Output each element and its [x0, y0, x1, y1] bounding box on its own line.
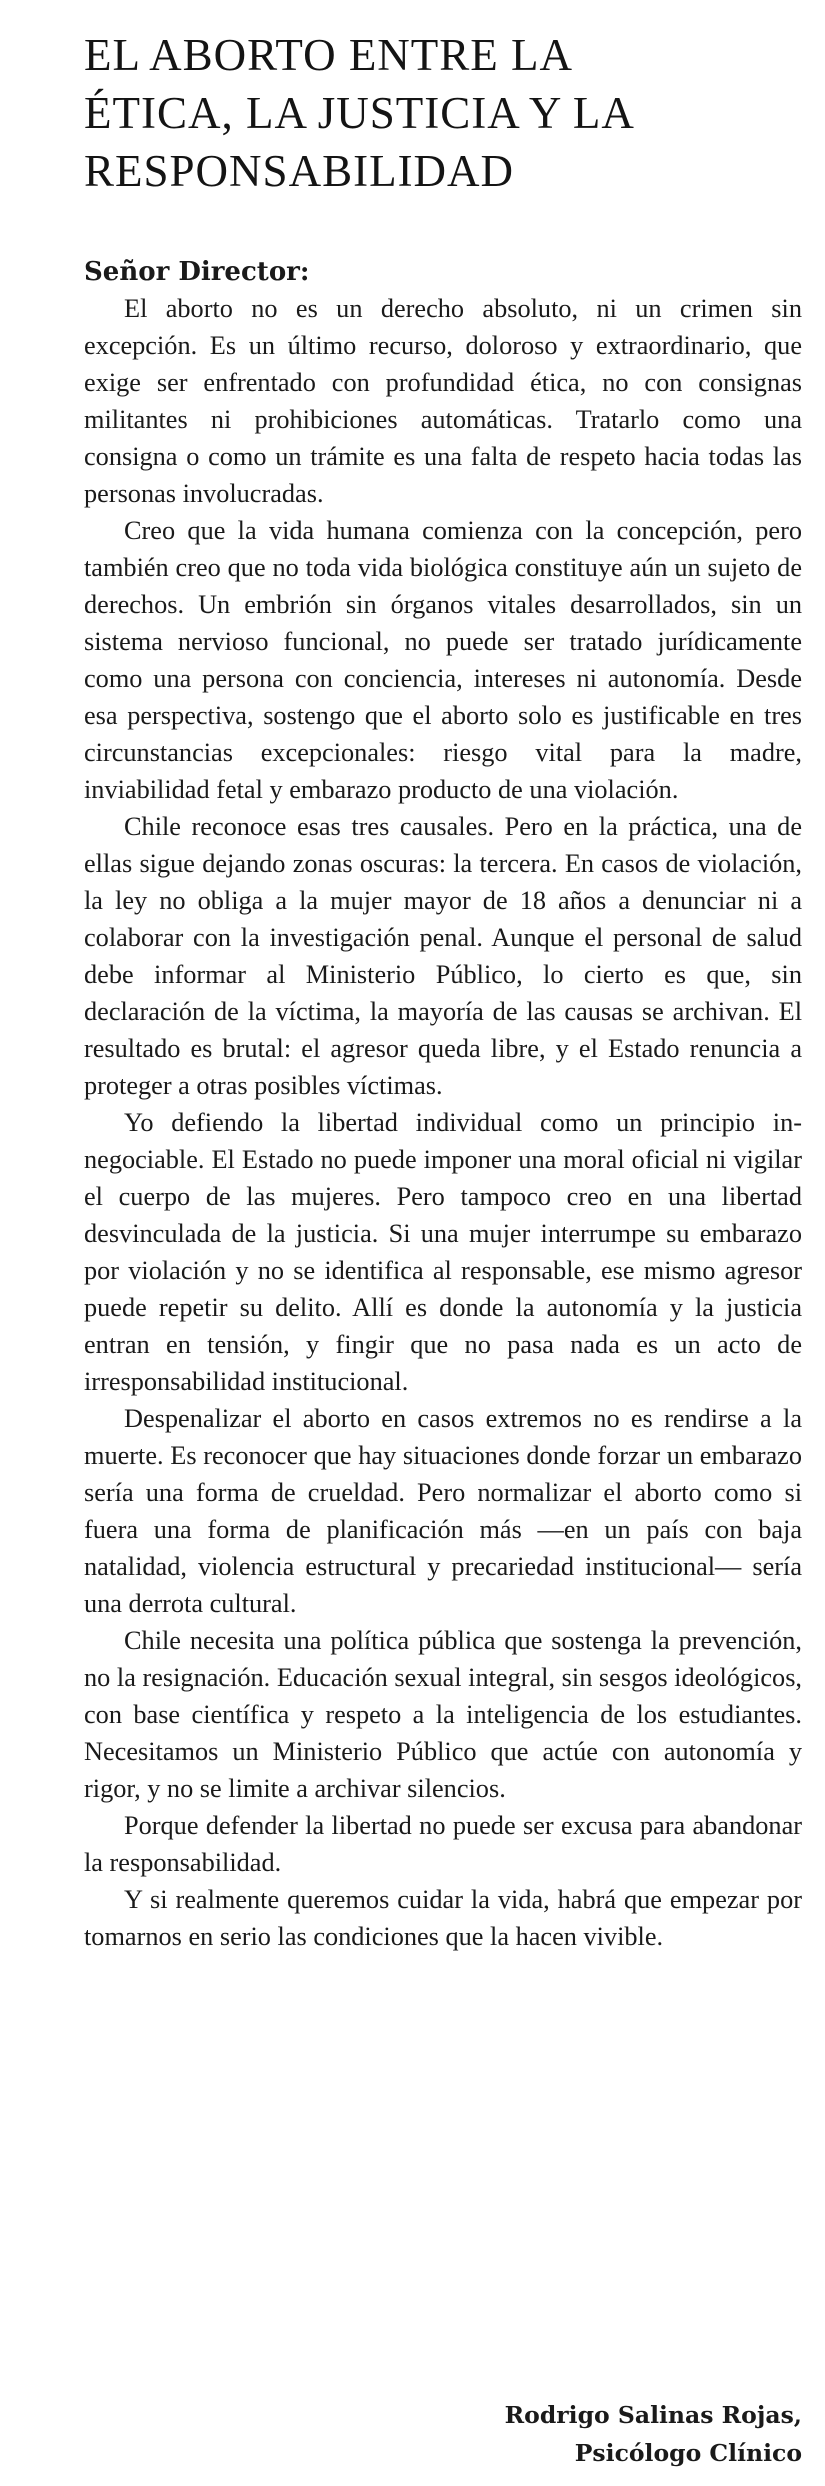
signature-title: Psicólogo Clínico	[574, 2439, 802, 2467]
paragraph-2: Creo que la vida humana comienza con la concepción, pero también creo que no toda vida biológica constituye aún un sujeto de derechos. Un embrión sin órganos vitales desarrollados, sin un sistema nervioso funcional, no puede ser tratado jurídicamente como una persona con conciencia, intereses ni autonomía. Desde esa perspectiva, sostengo que el aborto solo es justificable en tres circunstancias excepcionales: riesgo vital para la madre, inviabilidad fetal y embarazo producto de una violación.	[84, 516, 802, 804]
salutation: Señor Director:	[84, 257, 310, 287]
paragraph-5: Despenalizar el aborto en casos extremos no es rendirse a la muerte. Es reconocer que hay situaciones donde forzar un embarazo sería una forma de crueldad. Pero normalizar el aborto como si fuera una forma de planificación más —en un país con baja natalidad, violencia estructural y precariedad institucional— sería una derrota cultural.	[84, 1404, 802, 1618]
paragraph-6: Chile necesita una política pública que sostenga la prevención, no la resignación. Educación sexual integral, sin sesgos ideológicos, con base científica y respeto a la inteligencia de los estudiantes. Necesitamos un Ministerio Público que actúe con autonomía y rigor, y no se limite a archivar silencios.	[84, 1626, 802, 1803]
paragraph-4: Yo defiendo la libertad individual como un principio innegociable. El Estado no puede imponer una moral oficial ni vigilar el cuerpo de las mujeres. Pero tampoco creo en una libertad desvinculada de la justicia. Si una mujer interrumpe su embarazo por violación y no se identifica al responsable, ese mismo agresor puede repetir su delito. Allí es donde la autonomía y la justicia entran en tensión, y fingir que no pasa nada es un acto de irresponsabilidad institucional.	[84, 1108, 802, 1396]
paragraph-8: Y si realmente queremos cuidar la vida, habrá que empezar por tomarnos en serio las condiciones que la hacen vivible.	[84, 1885, 802, 1951]
paragraph-7: Porque defender la libertad no puede ser excusa para abandonar la responsabilidad.	[84, 1811, 802, 1877]
letter-body	[84, 290, 802, 1955]
letter-article	[84, 26, 802, 1955]
signature-name: Rodrigo Salinas Rojas,	[504, 2401, 802, 2429]
headline-line-1: EL ABORTO ENTRE LA	[84, 30, 574, 80]
signature	[505, 2396, 802, 2472]
headline-line-2: ÉTICA, LA JUSTICIA Y LA	[84, 88, 635, 138]
headline	[84, 26, 802, 200]
headline-line-3: RESPONSABILIDAD	[84, 146, 515, 196]
paragraph-1: El aborto no es un derecho absoluto, ni un crimen sin excepción. Es un último recurso, doloroso y extraordinario, que exige ser enfrentado con profundidad ética, no con consignas militantes ni prohibiciones automáticas. Tratarlo como una consigna o como un trámite es una falta de respeto hacia todas las personas involucradas.	[84, 294, 802, 508]
paragraph-3: Chile reconoce esas tres causales. Pero en la práctica, una de ellas sigue dejando zonas oscuras: la tercera. En casos de violación, la ley no obliga a la mujer mayor de 18 años a denunciar ni a colaborar con la investigación penal. Aunque el personal de salud debe informar al Ministerio Público, lo cierto es que, sin declaración de la víctima, la mayoría de las causas se archivan. El resultado es brutal: el agresor queda libre, y el Estado renuncia a proteger a otras posibles víctimas.	[84, 812, 802, 1100]
